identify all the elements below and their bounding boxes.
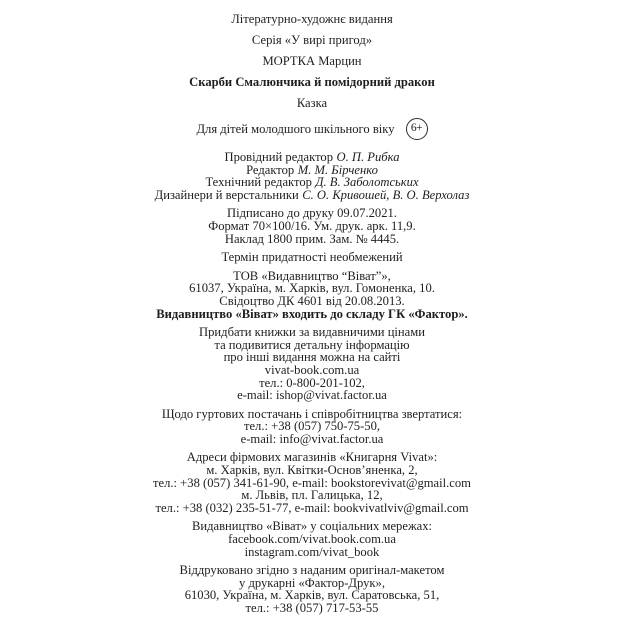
purchase-block — [0, 326, 624, 402]
wholesale-note: Щодо гуртових постачань і співробітництва звертатися: — [161, 406, 463, 421]
publisher-name: ТОВ «Видавництво “Віват”», — [233, 268, 391, 283]
publisher-address: 61037, Україна, м. Харків, вул. Гомоненка, 10. — [189, 281, 435, 296]
audience-label: Для дітей молодшого шкільного віку — [196, 121, 395, 136]
social-block — [0, 520, 624, 558]
publisher-group-note: Видавництво «Віват» входить до складу ГК «Фактор». — [156, 306, 468, 321]
printing-note: Віддруковано згідно з наданим оригінал-макетом — [179, 563, 445, 578]
age-rating-badge: 6+ — [406, 118, 428, 140]
instagram-url: instagram.com/vivat_book — [244, 544, 380, 559]
author-name: МОРТКА Марцин — [262, 54, 362, 68]
genre-label: Казка — [296, 96, 328, 110]
staff-block — [0, 151, 624, 201]
edition-type: Літературно-художнє видання — [231, 12, 393, 26]
purchase-email: e-mail: ishop@vivat.factor.ua — [237, 388, 387, 403]
purchase-line: про інші видання можна на сайті — [223, 350, 401, 365]
staff-line — [0, 164, 624, 177]
staff-name: С. О. Кривошей, В. О. Верхолаз — [302, 187, 470, 202]
store-contact: тел.: +38 (032) 235-51-77, e-mail: bookvivatlviv@gmail.com — [155, 500, 469, 515]
publisher-block — [0, 270, 624, 320]
printing-house-name: у друкарні «Фактор-Друк», — [239, 575, 385, 590]
store-address: м. Львів, пл. Галицька, 12, — [241, 488, 383, 503]
wholesale-email: e-mail: info@vivat.factor.ua — [240, 431, 384, 446]
staff-role: Дизайнери й верстальники — [154, 187, 299, 202]
print-info-line: Формат 70×100/16. Ум. друк. арк. 11,9. — [208, 218, 416, 233]
shelf-life-block — [0, 251, 624, 264]
staff-role: Технічний редактор — [205, 175, 312, 190]
printing-house-block — [0, 564, 624, 614]
purchase-line: та подивитися детальну інформацію — [214, 337, 410, 352]
stores-block — [0, 451, 624, 514]
purchase-phone: тел.: 0-800-201-102, — [259, 375, 365, 390]
staff-role: Провідний редактор — [224, 150, 333, 164]
store-address: м. Харків, вул. Квітки-Основ’яненка, 2, — [206, 463, 418, 478]
facebook-url: facebook.com/vivat.book.com.ua — [228, 532, 396, 547]
printing-house-address: 61030, Україна, м. Харків, вул. Саратовська, 51, — [184, 588, 440, 603]
staff-line — [0, 189, 624, 202]
printing-house-phone: тел.: +38 (057) 717-53-55 — [245, 601, 379, 615]
wholesale-block — [0, 408, 624, 446]
book-title: Скарби Смалюнчика й помідорний дракон — [189, 75, 435, 89]
print-info-line: Підписано до друку 09.07.2021. — [227, 206, 397, 221]
purchase-line: Придбати книжки за видавничими цінами — [199, 325, 425, 340]
series-title: Серія «У вирі пригод» — [251, 33, 373, 47]
publisher-certificate: Свідоцтво ДК 4601 від 20.08.2013. — [219, 293, 405, 308]
stores-heading: Адреси фірмових магазинів «Книгарня Vivat»: — [186, 450, 438, 465]
staff-role: Редактор — [246, 162, 295, 177]
print-info-line: Наклад 1800 прим. Зам. № 4445. — [224, 231, 400, 246]
social-heading: Видавництво «Віват» у соціальних мережах: — [191, 519, 433, 534]
shelf-life-note: Термін придатності необмежений — [221, 250, 403, 265]
store-contact: тел.: +38 (057) 341-61-90, e-mail: bookstorevivat@gmail.com — [153, 475, 471, 490]
staff-name: М. М. Бірченко — [297, 162, 378, 177]
staff-name: Д. В. Заболотських — [315, 175, 419, 190]
staff-name: О. П. Рибка — [336, 150, 400, 164]
print-info-block — [0, 207, 624, 245]
audience-row — [0, 118, 624, 140]
wholesale-phone: тел.: +38 (057) 750-75-50, — [243, 419, 381, 434]
publisher-website: vivat-book.com.ua — [264, 362, 360, 377]
